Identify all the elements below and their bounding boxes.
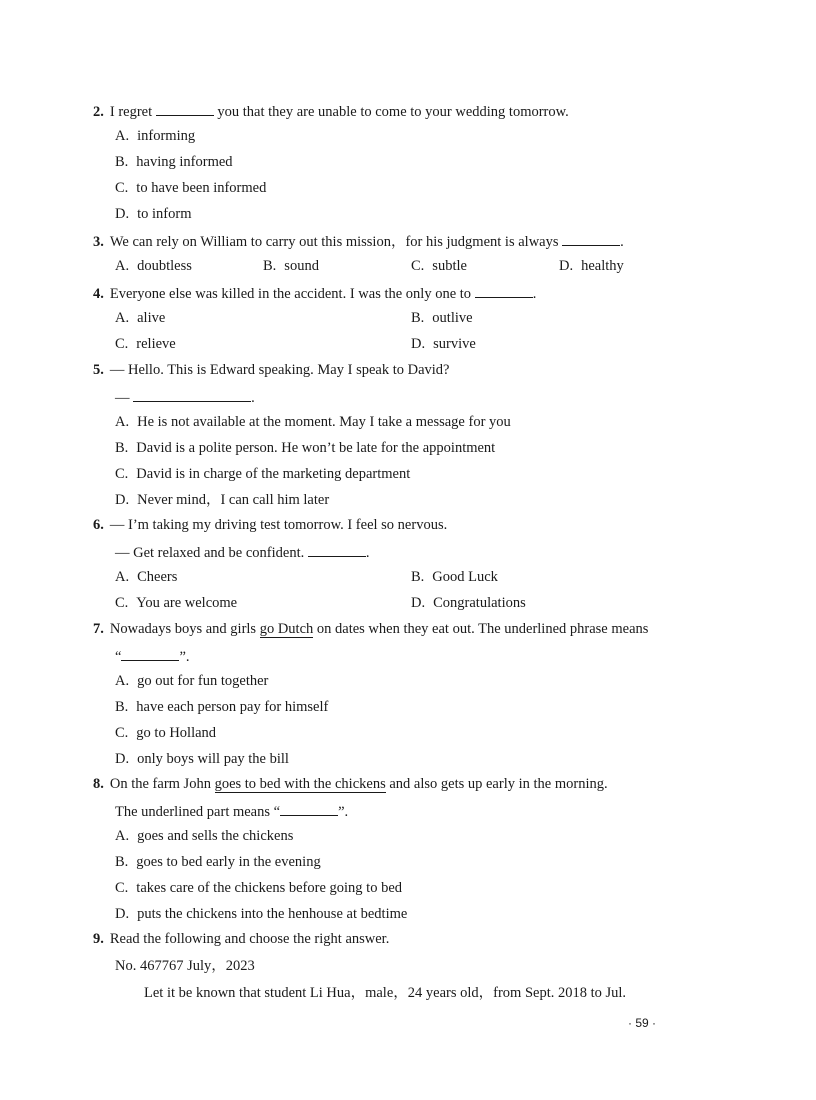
option-text: relieve [136,336,176,352]
stem-text: . [532,286,537,302]
option-letter: A. [115,828,130,844]
option-text: David is a polite person. He won’t be late for the appointment [136,440,496,456]
option-a [115,309,165,327]
option-a [115,568,177,586]
option-b [411,309,473,327]
option-c [115,724,216,742]
option-b [263,257,319,275]
question-number: 5. [93,362,104,378]
option-d [115,205,191,223]
stem-text: . [620,234,624,250]
question-number: 2. [93,104,104,120]
option-a [115,257,192,275]
question-9-stem [93,930,389,948]
option-a [115,827,293,845]
option-d [115,491,329,509]
option-text: go to Holland [136,725,217,741]
question-number: 3. [93,234,104,250]
option-letter: B. [115,699,129,715]
option-letter: C. [115,336,129,352]
option-letter: D. [115,906,130,922]
option-b [115,698,328,716]
option-text: puts the chickens into the henhouse at bedtime [137,906,408,922]
option-letter: B. [411,310,425,326]
option-d [411,335,476,353]
stem-text: “ [115,649,122,665]
option-letter: B. [115,154,129,170]
option-c [115,335,176,353]
certificate-body: Let it be known that student Li Hua，male，24 years old，from Sept. 2018 to Jul. [144,985,627,1001]
option-text: Good Luck [432,569,498,585]
stem-text: — Get relaxed and be confident. [115,545,305,561]
option-text: informing [137,128,196,144]
option-text: Never mind，I can call him later [137,492,330,508]
option-text: doubtless [137,258,192,274]
page-number: · 59 · [628,1016,657,1030]
option-c [115,879,402,897]
option-text: David is in charge of the marketing department [136,466,411,482]
option-c [411,257,467,275]
answer-blank [308,542,366,557]
underlined-phrase: goes to bed with the chickens [214,776,386,792]
option-letter: C. [115,595,129,611]
option-text: healthy [581,258,624,274]
answer-blank [475,283,533,298]
stem-text: ”. [338,804,349,820]
stem-text: We can rely on William to carry out this mission，for his judgment is always [109,234,559,250]
option-text: takes care of the chickens before going to bed [136,880,403,896]
answer-blank [133,387,251,402]
option-b [115,153,233,171]
stem-text: you that they are unable to come to your wedding tomorrow. [217,104,569,120]
question-2-stem [93,101,569,121]
option-d [411,594,526,612]
option-letter: B. [263,258,277,274]
stem-text: on dates when they eat out. The underlined phrase means [316,621,649,637]
option-text: go out for fun together [137,673,269,689]
option-letter: A. [115,414,130,430]
question-7-stem-line2 [115,646,190,666]
option-text: have each person pay for himself [136,699,329,715]
option-d [115,750,289,768]
question-number: 8. [93,776,104,792]
option-c [115,594,237,612]
stem-text: and also gets up early in the morning. [389,776,608,792]
question-3-stem [93,231,624,251]
option-letter: D. [411,595,426,611]
option-text: Cheers [137,569,178,585]
stem-text: — I’m taking my driving test tomorrow. I feel so nervous. [109,517,448,533]
stem-text: . [365,545,370,561]
certificate-reference: No. 467767 July，2023 [115,958,255,974]
question-8-stem-line2 [115,801,348,821]
option-text: You are welcome [136,595,238,611]
option-letter: A. [115,310,130,326]
option-text: sound [284,258,319,274]
option-letter: C. [115,466,129,482]
stem-text: — [115,390,130,406]
option-a [115,672,268,690]
option-text: survive [433,336,476,352]
question-6-response-line [115,542,369,562]
option-letter: C. [115,180,129,196]
option-a [115,127,195,145]
option-letter: B. [115,854,129,870]
stem-text: On the farm John [109,776,211,792]
option-b [115,853,321,871]
stem-text: Everyone else was killed in the accident. I was the only one to [109,286,472,302]
option-text: goes to bed early in the evening [136,854,321,870]
option-letter: A. [115,673,130,689]
option-d [115,905,407,923]
option-letter: D. [559,258,574,274]
option-letter: B. [115,440,129,456]
option-text: alive [137,310,166,326]
option-text: to have been informed [136,180,267,196]
question-7-stem [93,620,648,638]
option-d [559,257,624,275]
answer-blank [280,801,338,816]
stem-text: Nowadays boys and girls [109,621,257,637]
option-letter: A. [115,569,130,585]
option-text: subtle [432,258,467,274]
answer-blank [562,231,620,246]
question-number: 9. [93,931,104,947]
option-text: outlive [432,310,473,326]
option-letter: A. [115,258,130,274]
stem-text: Read the following and choose the right answer. [109,931,390,947]
question-8-stem [93,775,608,793]
question-4-stem [93,283,536,303]
underlined-phrase: go Dutch [259,621,314,637]
option-letter: D. [411,336,426,352]
question-number: 7. [93,621,104,637]
question-5-stem [93,361,450,379]
answer-blank [121,646,179,661]
option-b [115,439,495,457]
stem-text: . [251,390,255,406]
option-letter: A. [115,128,130,144]
stem-text: I regret [109,104,153,120]
question-6-stem [93,516,447,534]
answer-blank [156,101,214,116]
stem-text: The underlined part means “ [115,804,281,820]
option-text: goes and sells the chickens [137,828,294,844]
option-text: He is not available at the moment. May I take a message for you [137,414,511,430]
question-number: 6. [93,517,104,533]
stem-text: ”. [179,649,190,665]
option-letter: D. [115,751,130,767]
option-letter: B. [411,569,425,585]
option-letter: C. [115,880,129,896]
option-letter: D. [115,492,130,508]
option-text: only boys will pay the bill [137,751,289,767]
option-c [115,465,410,483]
option-b [411,568,498,586]
stem-text: — Hello. This is Edward speaking. May I speak to David? [109,362,450,378]
option-letter: C. [115,725,129,741]
question-5-response-line [115,387,255,407]
option-text: Congratulations [433,595,526,611]
option-text: to inform [137,206,192,222]
option-a [115,413,511,431]
option-text: having informed [136,154,233,170]
option-c [115,179,266,197]
question-number: 4. [93,286,104,302]
option-letter: C. [411,258,425,274]
option-letter: D. [115,206,130,222]
